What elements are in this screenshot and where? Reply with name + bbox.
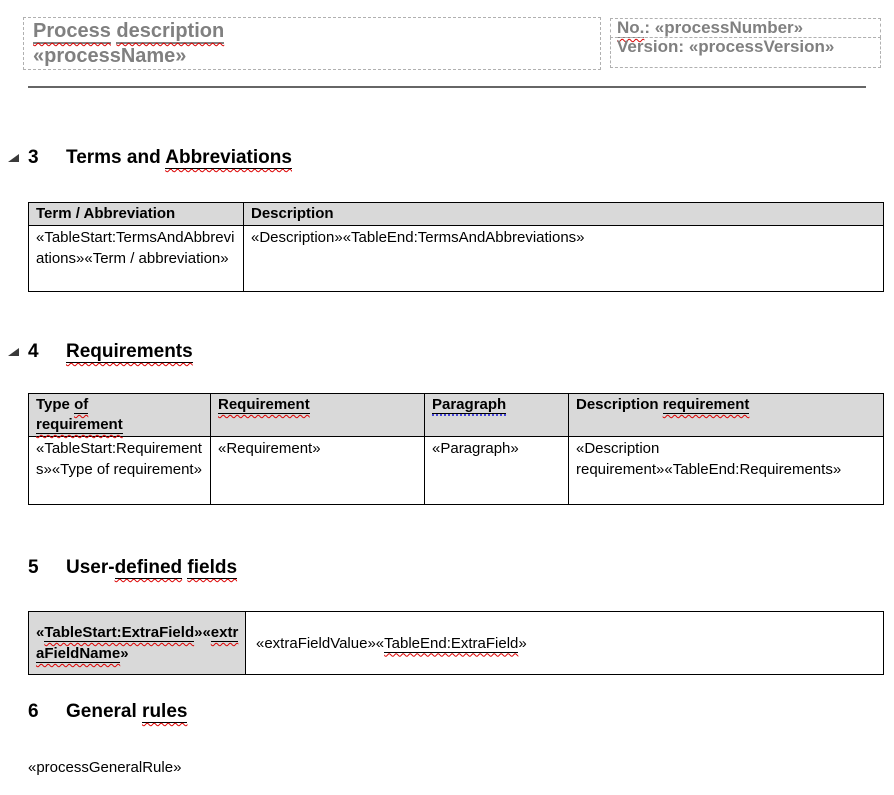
merge-field-plain: «extraFieldValue»«: [256, 634, 385, 652]
table-row: [29, 612, 884, 675]
heading-number: 4: [28, 341, 39, 362]
header-title-word: description: [116, 20, 225, 42]
column-header-paragraph: [425, 394, 569, 437]
header-text-marked: requirement: [36, 416, 123, 433]
section-heading-terms: [0, 146, 894, 172]
merge-field-cell: «TableStart:TermsAndAbbreviations»«Term / abbreviation»: [29, 226, 244, 292]
header-divider-line: [28, 86, 866, 88]
heading-text-marked: defined: [114, 557, 183, 578]
heading-text-plain: General: [66, 701, 143, 722]
process-name-field: «processName»: [33, 45, 187, 67]
header-text-marked: requirement: [662, 396, 750, 413]
header-text-marked: Paragraph: [432, 396, 507, 413]
number-label: No.: [617, 18, 645, 37]
merge-field-plain: »: [518, 634, 527, 652]
version-label: Version:: [617, 37, 689, 56]
extra-field-value-cell: [246, 612, 884, 675]
header-number-line: [611, 19, 880, 37]
header-title-frame: [23, 17, 601, 70]
column-header-term: Term / Abbreviation: [29, 203, 244, 226]
table-header-row: [29, 203, 884, 226]
merge-field-plain: »: [120, 645, 129, 662]
extra-field-name-cell: [29, 612, 246, 675]
general-rule-field: «processGeneralRule»: [28, 759, 182, 776]
heading-text: [66, 146, 292, 170]
merge-field-plain: «: [36, 624, 45, 641]
merge-field-marked: extraFieldName: [36, 624, 239, 662]
number-separator: :: [644, 18, 655, 37]
table-row: [29, 226, 884, 292]
heading-text-marked: Abbreviations: [165, 147, 292, 168]
merge-field-marked: TableStart:ExtraField: [44, 624, 195, 641]
header-number-box: [610, 18, 881, 38]
column-header-type: [29, 394, 211, 437]
column-header-description: Description: [244, 203, 884, 226]
heading-text-plain: Terms and: [66, 147, 166, 168]
header-version-box: [610, 37, 881, 68]
terms-abbreviations-table: [28, 202, 884, 292]
heading-text-marked: fields: [187, 557, 238, 578]
heading-number: 3: [28, 147, 39, 168]
merge-field-plain: »«: [194, 624, 211, 641]
header-text-marked: Requirement: [218, 396, 310, 413]
merge-field-cell: «Description requirement»«TableEnd:Requirements»: [569, 437, 884, 505]
merge-field-cell: «Description»«TableEnd:TermsAndAbbreviations»: [244, 226, 884, 292]
header-text-plain: Description: [576, 396, 663, 413]
merge-field-marked: TableEnd:ExtraField: [384, 634, 519, 652]
extra-fields-table: [28, 611, 884, 675]
merge-field-cell: «Paragraph»: [425, 437, 569, 505]
header-title-line1: [33, 19, 600, 44]
heading-text: [66, 340, 193, 364]
header-title: [24, 18, 600, 69]
header-title-word: Process: [33, 20, 111, 42]
section-heading-general-rules: [0, 700, 894, 726]
process-number-field: «processNumber»: [654, 18, 804, 37]
heading-text-marked: Requirements: [66, 341, 193, 362]
heading-number: 5: [28, 557, 39, 578]
section-heading-requirements: [0, 340, 894, 366]
heading-number: 6: [28, 701, 39, 722]
heading-text-plain: User-: [66, 557, 115, 578]
table-header-row: [29, 394, 884, 437]
header-text-marked: of: [74, 396, 89, 413]
heading-text-marked: rules: [142, 701, 188, 722]
heading-text: [66, 556, 237, 580]
merge-field-cell: «Requirement»: [211, 437, 425, 505]
process-version-field: «processVersion»: [688, 37, 835, 56]
column-header-description-requirement: [569, 394, 884, 437]
column-header-requirement: [211, 394, 425, 437]
table-row: [29, 437, 884, 505]
collapse-triangle-icon[interactable]: [8, 154, 19, 162]
heading-text: [66, 700, 187, 724]
header-text-plain: Type: [36, 396, 75, 413]
collapse-triangle-icon[interactable]: [8, 348, 19, 356]
section-heading-user-defined-fields: [0, 556, 894, 582]
merge-field-cell: «TableStart:Requirements»«Type of requirement»: [29, 437, 211, 505]
header-version-line: [611, 38, 880, 56]
requirements-table: [28, 393, 884, 505]
